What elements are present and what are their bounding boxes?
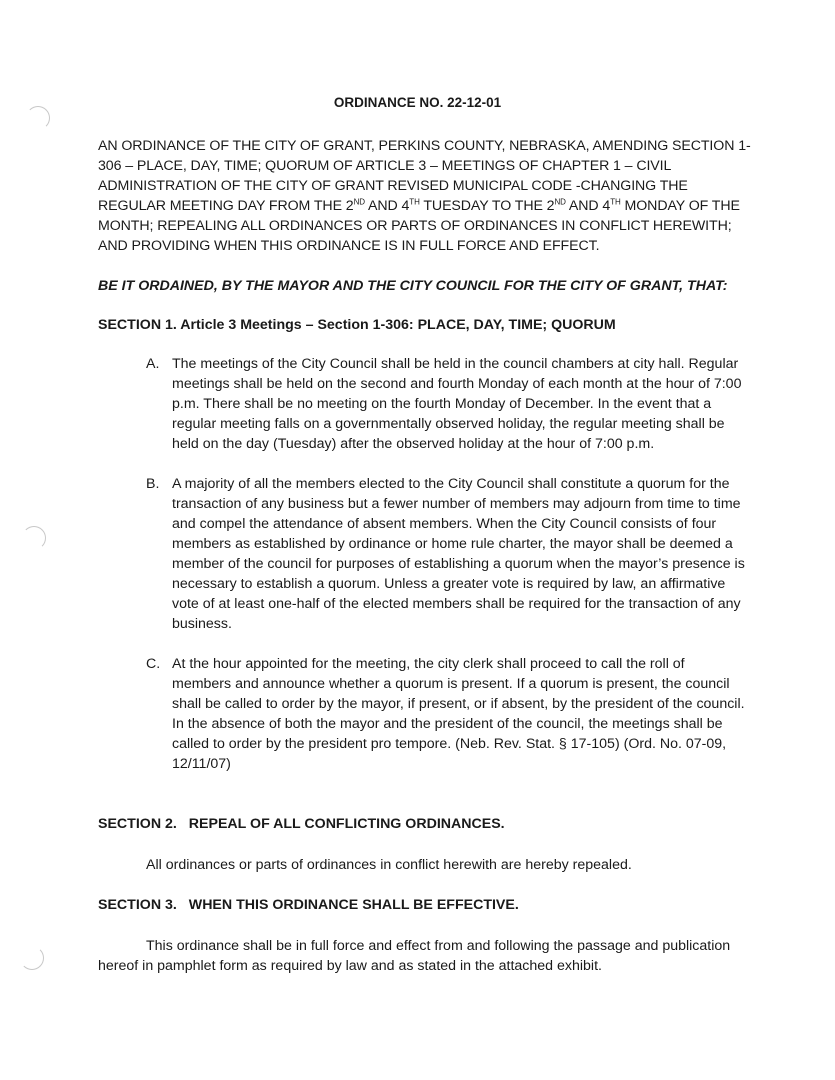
binder-hole-mark-middle xyxy=(22,526,46,550)
section-2-label: SECTION 2. xyxy=(98,816,177,832)
enacting-clause: BE IT ORDAINED, BY THE MAYOR AND THE CITY COUNCIL FOR THE CITY OF GRANT, THAT: xyxy=(98,278,728,294)
list-item-text: At the hour appointed for the meeting, the city clerk shall proceed to call the roll of members and announce whether a quorum is present. If a quorum is present, the council shall be called to order by the mayor, if present, or if absent, by the president of the council. In the absence of both the mayor and the president of the council, the meetings shall be called to order by the president pro tempore. (Neb. Rev. Stat. § 17-105) (Ord. No. 07-09, 12/11/07) xyxy=(172,656,745,772)
section-1-list xyxy=(146,354,746,794)
section-2-heading xyxy=(98,814,758,834)
list-item-letter: A. xyxy=(146,356,160,372)
list-item xyxy=(146,654,746,774)
section-3-heading xyxy=(98,895,758,915)
section-2-title: REPEAL OF ALL CONFLICTING ORDINANCES. xyxy=(188,816,505,832)
list-item-text: The meetings of the City Council shall be held in the council chambers at city hall. Regular meetings shall be held on the second and fourth Monday of each month at the hour of 7:00 p.m. There shall be no meeting on the fourth Monday of December. In the event that a regular meeting falls on a governmentally observed holiday, the regular meeting shall be held on the day (Tuesday) after the observed holiday at the hour of 7:00 p.m. xyxy=(172,356,742,452)
list-item xyxy=(146,474,746,634)
list-item xyxy=(146,354,746,454)
list-item-letter: C. xyxy=(146,656,161,672)
ordinance-title: ORDINANCE NO. 22-12-01 xyxy=(333,95,502,110)
section-2-text: All ordinances or parts of ordinances in conflict herewith are hereby repealed. xyxy=(146,857,632,873)
list-item-letter: B. xyxy=(146,476,160,492)
section-1-title: Article 3 Meetings – Section 1-306: PLACE, DAY, TIME; QUORUM xyxy=(180,317,616,333)
section-1-label: SECTION 1. xyxy=(98,317,177,333)
section-1-heading xyxy=(98,315,758,335)
binder-hole-mark-bottom xyxy=(20,946,44,970)
ordinance-preamble: AN ORDINANCE OF THE CITY OF GRANT, PERKINS COUNTY, NEBRASKA, AMENDING SECTION 1-306 – PLACE, DAY, TIME; QUORUM OF ARTICLE 3 – MEETINGS OF CHAPTER 1 – CIVIL ADMINISTRATION OF THE CITY OF GRANT REVISED MUNICIPAL CODE -CHANGING THE REGULAR MEETING DAY FROM THE 2ND AND 4TH TUESDAY TO THE 2ND AND 4TH MONDAY OF THE MONTH; REPEALING ALL ORDINANCES OR PARTS OF ORDINANCES IN CONFLICT HEREWITH; AND PROVIDING WHEN THIS ORDINANCE IS IN FULL FORCE AND EFFECT. xyxy=(98,138,751,254)
section-3-title: WHEN THIS ORDINANCE SHALL BE EFFECTIVE. xyxy=(188,897,519,913)
section-3-label: SECTION 3. xyxy=(98,897,177,913)
section-3-text: This ordinance shall be in full force and effect from and following the passage and publication hereof in pamphlet form as required by law and as stated in the attached exhibit. xyxy=(98,938,731,974)
list-item-text: A majority of all the members elected to the City Council shall constitute a quorum for the transaction of any business but a fewer number of members may adjourn from time to time and compel the attendance of absent members. When the City Council consists of four members as established by ordinance or home rule charter, the mayor shall be deemed a member of the council for purposes of establishing a quorum when the mayor’s presence is necessary to establish a quorum. Unless a greater vote is required by law, an affirmative vote of at least one-half of the elected members shall be required for the transaction of any business. xyxy=(172,476,745,632)
